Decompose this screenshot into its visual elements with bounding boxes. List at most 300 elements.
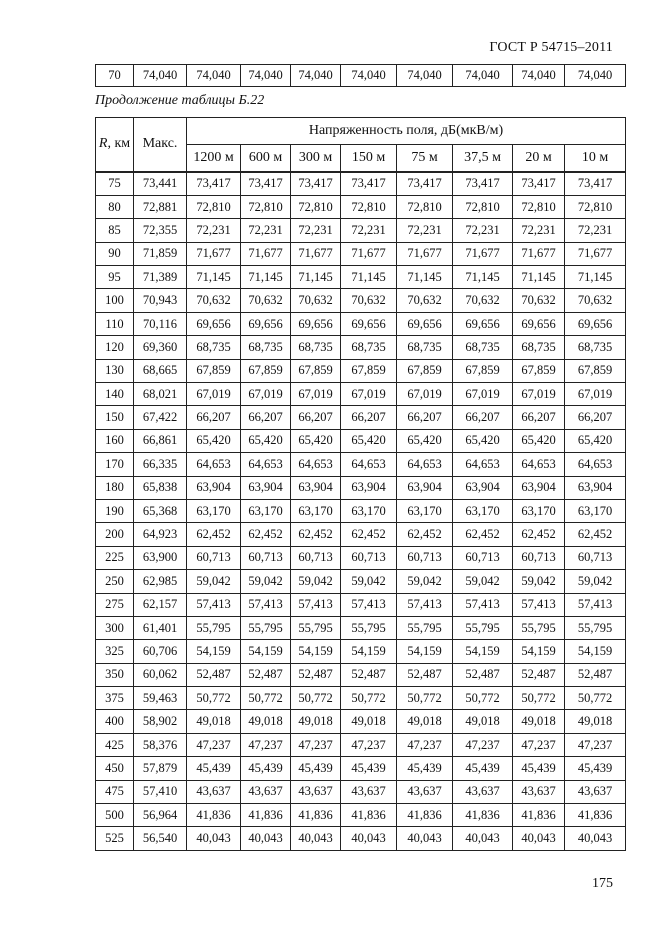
table-cell: 59,042 (241, 570, 291, 593)
table-cell: 63,170 (565, 499, 626, 522)
table-cell: 62,452 (453, 523, 513, 546)
table-cell: 63,170 (241, 499, 291, 522)
table-cell: 64,653 (565, 453, 626, 476)
table-cell: 49,018 (291, 710, 341, 733)
table-cell: 50,772 (453, 687, 513, 710)
table-cell: 63,904 (513, 476, 565, 499)
table-cell: 73,417 (565, 172, 626, 196)
table-cell: 400 (96, 710, 134, 733)
table-cell: 43,637 (513, 780, 565, 803)
table-cell: 57,879 (134, 757, 187, 780)
table-cell: 50,772 (513, 687, 565, 710)
table-cell: 69,656 (291, 312, 341, 335)
table-cell: 49,018 (341, 710, 397, 733)
table-cell: 54,159 (341, 640, 397, 663)
table-cell: 49,018 (187, 710, 241, 733)
table-cell: 63,900 (134, 546, 187, 569)
table-cell: 73,417 (513, 172, 565, 196)
table-cell: 73,417 (241, 172, 291, 196)
table-cell: 72,231 (397, 219, 453, 242)
table-cell: 59,042 (565, 570, 626, 593)
table-cell: 150 (96, 406, 134, 429)
table-row (96, 780, 626, 803)
column-header-height: 37,5 м (453, 145, 513, 172)
table-cell: 65,368 (134, 499, 187, 522)
table-cell: 72,231 (565, 219, 626, 242)
table-cell: 47,237 (291, 733, 341, 756)
table-cell: 190 (96, 499, 134, 522)
table-cell: 40,043 (241, 827, 291, 850)
table-cell: 65,420 (187, 429, 241, 452)
table-cell: 61,401 (134, 616, 187, 639)
table-row (96, 640, 626, 663)
table-cell: 75 (96, 172, 134, 196)
table-cell: 50,772 (187, 687, 241, 710)
table-row (96, 733, 626, 756)
table-cell: 63,904 (397, 476, 453, 499)
table-row (96, 242, 626, 265)
table-cell: 170 (96, 453, 134, 476)
table-cell: 55,795 (397, 616, 453, 639)
table-cell: 72,231 (241, 219, 291, 242)
table-cell: 120 (96, 336, 134, 359)
table-cell: 70,632 (341, 289, 397, 312)
table-cell: 70,632 (397, 289, 453, 312)
table-cell: 71,389 (134, 266, 187, 289)
table-cell: 47,237 (341, 733, 397, 756)
table-cell: 71,859 (134, 242, 187, 265)
table-cell: 60,713 (241, 546, 291, 569)
table-cell: 54,159 (513, 640, 565, 663)
table-cell: 60,713 (291, 546, 341, 569)
table-cell: 63,170 (513, 499, 565, 522)
table-cell: 65,420 (513, 429, 565, 452)
table-cell: 67,859 (241, 359, 291, 382)
table-cell: 66,861 (134, 429, 187, 452)
table-cell: 71,677 (565, 242, 626, 265)
table-cell: 80 (96, 195, 134, 218)
table-cell: 70,632 (291, 289, 341, 312)
table-cell: 43,637 (453, 780, 513, 803)
table-cell: 140 (96, 383, 134, 406)
table-cell: 74,040 (565, 65, 626, 87)
table-cell: 67,859 (453, 359, 513, 382)
table-row (96, 289, 626, 312)
table-cell: 69,656 (453, 312, 513, 335)
table-cell: 74,040 (291, 65, 341, 87)
table-cell: 47,237 (453, 733, 513, 756)
table-cell: 67,859 (291, 359, 341, 382)
previous-table-last-row (95, 64, 626, 87)
table-cell: 66,335 (134, 453, 187, 476)
table-cell: 72,231 (341, 219, 397, 242)
table-row (96, 687, 626, 710)
table-cell: 41,836 (565, 804, 626, 827)
table-cell: 54,159 (565, 640, 626, 663)
table-cell: 71,145 (291, 266, 341, 289)
table-cell: 47,237 (513, 733, 565, 756)
table-cell: 73,417 (397, 172, 453, 196)
table-cell: 63,170 (291, 499, 341, 522)
table-cell: 58,902 (134, 710, 187, 733)
table-cell: 64,653 (397, 453, 453, 476)
table-cell: 70,632 (187, 289, 241, 312)
table-cell: 52,487 (291, 663, 341, 686)
table-cell: 58,376 (134, 733, 187, 756)
table-cell: 73,417 (291, 172, 341, 196)
table-cell: 40,043 (397, 827, 453, 850)
table-cell: 450 (96, 757, 134, 780)
table-cell: 50,772 (341, 687, 397, 710)
table-cell: 59,042 (291, 570, 341, 593)
table-cell: 68,735 (565, 336, 626, 359)
table-cell: 49,018 (453, 710, 513, 733)
table-cell: 64,653 (341, 453, 397, 476)
table-cell: 59,042 (187, 570, 241, 593)
table-row (96, 429, 626, 452)
table-cell: 66,207 (187, 406, 241, 429)
table-cell: 43,637 (291, 780, 341, 803)
table-cell: 62,452 (187, 523, 241, 546)
table-cell: 72,810 (565, 195, 626, 218)
table-cell: 67,859 (513, 359, 565, 382)
table-cell: 63,904 (341, 476, 397, 499)
table-cell: 40,043 (291, 827, 341, 850)
table-cell: 72,355 (134, 219, 187, 242)
table-row (96, 219, 626, 242)
table-row (96, 616, 626, 639)
table-cell: 54,159 (241, 640, 291, 663)
table-row (96, 663, 626, 686)
table-cell: 72,810 (241, 195, 291, 218)
table-cell: 70,943 (134, 289, 187, 312)
table-cell: 71,145 (513, 266, 565, 289)
table-cell: 67,422 (134, 406, 187, 429)
table-cell: 67,019 (453, 383, 513, 406)
table-row (96, 336, 626, 359)
table-cell: 57,413 (341, 593, 397, 616)
table-cell: 70,632 (565, 289, 626, 312)
table-cell: 63,904 (291, 476, 341, 499)
table-cell: 59,463 (134, 687, 187, 710)
table-cell: 50,772 (397, 687, 453, 710)
table-cell: 64,653 (453, 453, 513, 476)
table-cell: 70,116 (134, 312, 187, 335)
table-cell: 65,420 (241, 429, 291, 452)
table-cell: 57,413 (513, 593, 565, 616)
table-cell: 54,159 (453, 640, 513, 663)
table-cell: 60,713 (397, 546, 453, 569)
table-cell: 54,159 (397, 640, 453, 663)
table-cell: 40,043 (565, 827, 626, 850)
table-cell: 67,019 (341, 383, 397, 406)
table-cell: 66,207 (291, 406, 341, 429)
table-cell: 60,713 (453, 546, 513, 569)
table-cell: 63,904 (565, 476, 626, 499)
table-cell: 85 (96, 219, 134, 242)
table-cell: 43,637 (187, 780, 241, 803)
table-cell: 67,859 (341, 359, 397, 382)
table-row (96, 757, 626, 780)
table-cell: 60,713 (341, 546, 397, 569)
table-cell: 67,859 (565, 359, 626, 382)
table-cell: 225 (96, 546, 134, 569)
table-cell: 425 (96, 733, 134, 756)
table-cell: 43,637 (241, 780, 291, 803)
table-cell: 66,207 (397, 406, 453, 429)
table-cell: 41,836 (341, 804, 397, 827)
table-cell: 200 (96, 523, 134, 546)
table-cell: 62,985 (134, 570, 187, 593)
table-cell: 72,810 (453, 195, 513, 218)
column-header-max: Макс. (134, 118, 187, 172)
table-cell: 54,159 (291, 640, 341, 663)
table-cell: 71,677 (187, 242, 241, 265)
table-cell: 69,656 (241, 312, 291, 335)
table-cell: 73,417 (187, 172, 241, 196)
table-cell: 57,413 (291, 593, 341, 616)
table-cell: 180 (96, 476, 134, 499)
table-cell: 50,772 (565, 687, 626, 710)
table-cell: 62,452 (341, 523, 397, 546)
table-cell: 65,838 (134, 476, 187, 499)
table-cell: 63,170 (341, 499, 397, 522)
table-row (96, 804, 626, 827)
table-cell: 41,836 (513, 804, 565, 827)
table-cell: 68,735 (341, 336, 397, 359)
table-cell: 69,360 (134, 336, 187, 359)
table-cell: 72,231 (453, 219, 513, 242)
table-cell: 67,019 (513, 383, 565, 406)
page-number: 175 (592, 876, 613, 891)
table-cell: 47,237 (187, 733, 241, 756)
table-cell: 63,170 (397, 499, 453, 522)
table-cell: 65,420 (397, 429, 453, 452)
table-cell: 56,540 (134, 827, 187, 850)
table-cell: 67,019 (565, 383, 626, 406)
table-cell: 68,735 (241, 336, 291, 359)
table-row (96, 546, 626, 569)
table-cell: 69,656 (397, 312, 453, 335)
table-cell: 70,632 (241, 289, 291, 312)
table-cell: 71,145 (187, 266, 241, 289)
table-cell: 40,043 (341, 827, 397, 850)
table-cell: 67,019 (241, 383, 291, 406)
table-cell: 72,231 (513, 219, 565, 242)
table-cell: 67,859 (187, 359, 241, 382)
table-cell: 57,413 (565, 593, 626, 616)
table-cell: 71,145 (397, 266, 453, 289)
table-cell: 73,441 (134, 172, 187, 196)
table-cell: 64,653 (291, 453, 341, 476)
table-cell: 63,170 (187, 499, 241, 522)
table-cell: 70,632 (513, 289, 565, 312)
table-cell: 59,042 (513, 570, 565, 593)
table-cell: 71,677 (513, 242, 565, 265)
table-cell: 68,735 (397, 336, 453, 359)
table-cell: 72,231 (291, 219, 341, 242)
table-cell: 41,836 (187, 804, 241, 827)
table-cell: 59,042 (453, 570, 513, 593)
table-cell: 59,042 (397, 570, 453, 593)
table-cell: 74,040 (453, 65, 513, 87)
table-cell: 49,018 (397, 710, 453, 733)
table-cell: 49,018 (565, 710, 626, 733)
table-cell: 55,795 (341, 616, 397, 639)
table-cell: 70,632 (453, 289, 513, 312)
table-row (96, 312, 626, 335)
column-header-height: 10 м (565, 145, 626, 172)
table-row (96, 266, 626, 289)
table-cell: 71,145 (341, 266, 397, 289)
table-row (96, 453, 626, 476)
table-cell: 55,795 (187, 616, 241, 639)
standard-number: ГОСТ Р 54715–2011 (489, 40, 613, 55)
table-cell: 275 (96, 593, 134, 616)
table-cell: 52,487 (513, 663, 565, 686)
table-row (96, 195, 626, 218)
table-row (96, 172, 626, 196)
table-cell: 69,656 (565, 312, 626, 335)
table-cell: 45,439 (565, 757, 626, 780)
table-cell: 60,713 (565, 546, 626, 569)
table-cell: 56,964 (134, 804, 187, 827)
table-cell: 57,410 (134, 780, 187, 803)
table-cell: 69,656 (187, 312, 241, 335)
table-cell: 52,487 (341, 663, 397, 686)
table-cell: 62,452 (397, 523, 453, 546)
table-cell: 250 (96, 570, 134, 593)
table-cell: 375 (96, 687, 134, 710)
table-row (96, 499, 626, 522)
table-row (96, 476, 626, 499)
table-cell: 57,413 (453, 593, 513, 616)
table-cell: 110 (96, 312, 134, 335)
table-cell: 68,735 (453, 336, 513, 359)
table-cell: 65,420 (291, 429, 341, 452)
table-cell: 41,836 (241, 804, 291, 827)
table-cell: 52,487 (241, 663, 291, 686)
table-cell: 45,439 (341, 757, 397, 780)
table-cell: 71,145 (453, 266, 513, 289)
table-cell: 72,881 (134, 195, 187, 218)
table-cell: 68,021 (134, 383, 187, 406)
table-cell: 72,810 (341, 195, 397, 218)
table-row (96, 523, 626, 546)
table-row (96, 593, 626, 616)
table-cell: 45,439 (187, 757, 241, 780)
table-cell: 69,656 (341, 312, 397, 335)
table-cell: 55,795 (453, 616, 513, 639)
table-cell: 55,795 (291, 616, 341, 639)
table-cell: 45,439 (453, 757, 513, 780)
table-cell: 47,237 (397, 733, 453, 756)
table-cell: 300 (96, 616, 134, 639)
table-cell: 72,810 (291, 195, 341, 218)
table-cell: 95 (96, 266, 134, 289)
table-cell: 47,237 (565, 733, 626, 756)
table-cell: 60,713 (513, 546, 565, 569)
table-cell: 69,656 (513, 312, 565, 335)
table-cell: 71,677 (241, 242, 291, 265)
table-cell: 43,637 (341, 780, 397, 803)
table-cell: 66,207 (513, 406, 565, 429)
table-cell: 71,677 (397, 242, 453, 265)
table-cell: 62,452 (291, 523, 341, 546)
table-cell: 525 (96, 827, 134, 850)
table-cell: 74,040 (241, 65, 291, 87)
table-cell: 52,487 (397, 663, 453, 686)
table-cell: 68,665 (134, 359, 187, 382)
table-continuation-caption: Продолжение таблицы Б.22 (95, 93, 265, 108)
table-cell: 74,040 (187, 65, 241, 87)
table-cell: 64,653 (187, 453, 241, 476)
table-cell: 59,042 (341, 570, 397, 593)
table-cell: 52,487 (453, 663, 513, 686)
table-cell: 40,043 (187, 827, 241, 850)
table-cell: 64,923 (134, 523, 187, 546)
column-header-height: 20 м (513, 145, 565, 172)
table-cell: 50,772 (241, 687, 291, 710)
table-cell: 49,018 (513, 710, 565, 733)
table-cell: 62,452 (565, 523, 626, 546)
table-cell: 71,677 (453, 242, 513, 265)
table-cell: 64,653 (241, 453, 291, 476)
table-cell: 60,706 (134, 640, 187, 663)
column-header-height: 75 м (397, 145, 453, 172)
column-header-height: 300 м (291, 145, 341, 172)
table-cell: 45,439 (397, 757, 453, 780)
table-cell: 72,231 (187, 219, 241, 242)
table-cell: 60,062 (134, 663, 187, 686)
table-cell: 475 (96, 780, 134, 803)
table-cell: 66,207 (453, 406, 513, 429)
table-cell: 47,237 (241, 733, 291, 756)
table-cell: 350 (96, 663, 134, 686)
column-header-height: 150 м (341, 145, 397, 172)
table-cell: 63,904 (453, 476, 513, 499)
table-cell: 55,795 (513, 616, 565, 639)
table-cell: 68,735 (291, 336, 341, 359)
table-cell: 73,417 (341, 172, 397, 196)
table-cell: 57,413 (397, 593, 453, 616)
table-cell: 43,637 (397, 780, 453, 803)
table-cell: 74,040 (397, 65, 453, 87)
table-cell: 65,420 (565, 429, 626, 452)
table-cell: 65,420 (453, 429, 513, 452)
table-cell: 49,018 (241, 710, 291, 733)
table-cell: 41,836 (397, 804, 453, 827)
table-cell: 40,043 (453, 827, 513, 850)
table-cell: 55,795 (565, 616, 626, 639)
table-cell: 50,772 (291, 687, 341, 710)
table-cell: 63,904 (187, 476, 241, 499)
table-cell: 45,439 (291, 757, 341, 780)
table-cell: 72,810 (513, 195, 565, 218)
table-cell: 74,040 (134, 65, 187, 87)
table-cell: 60,713 (187, 546, 241, 569)
table-cell: 67,019 (291, 383, 341, 406)
table-cell: 64,653 (513, 453, 565, 476)
group-header-field-strength: Напряженность поля, дБ(мкВ/м) (187, 118, 626, 145)
table-cell: 52,487 (187, 663, 241, 686)
field-strength-table (95, 117, 626, 851)
table-cell: 57,413 (187, 593, 241, 616)
table-cell: 71,677 (341, 242, 397, 265)
table-cell: 500 (96, 804, 134, 827)
table-cell: 70 (96, 65, 134, 87)
table-cell: 43,637 (565, 780, 626, 803)
